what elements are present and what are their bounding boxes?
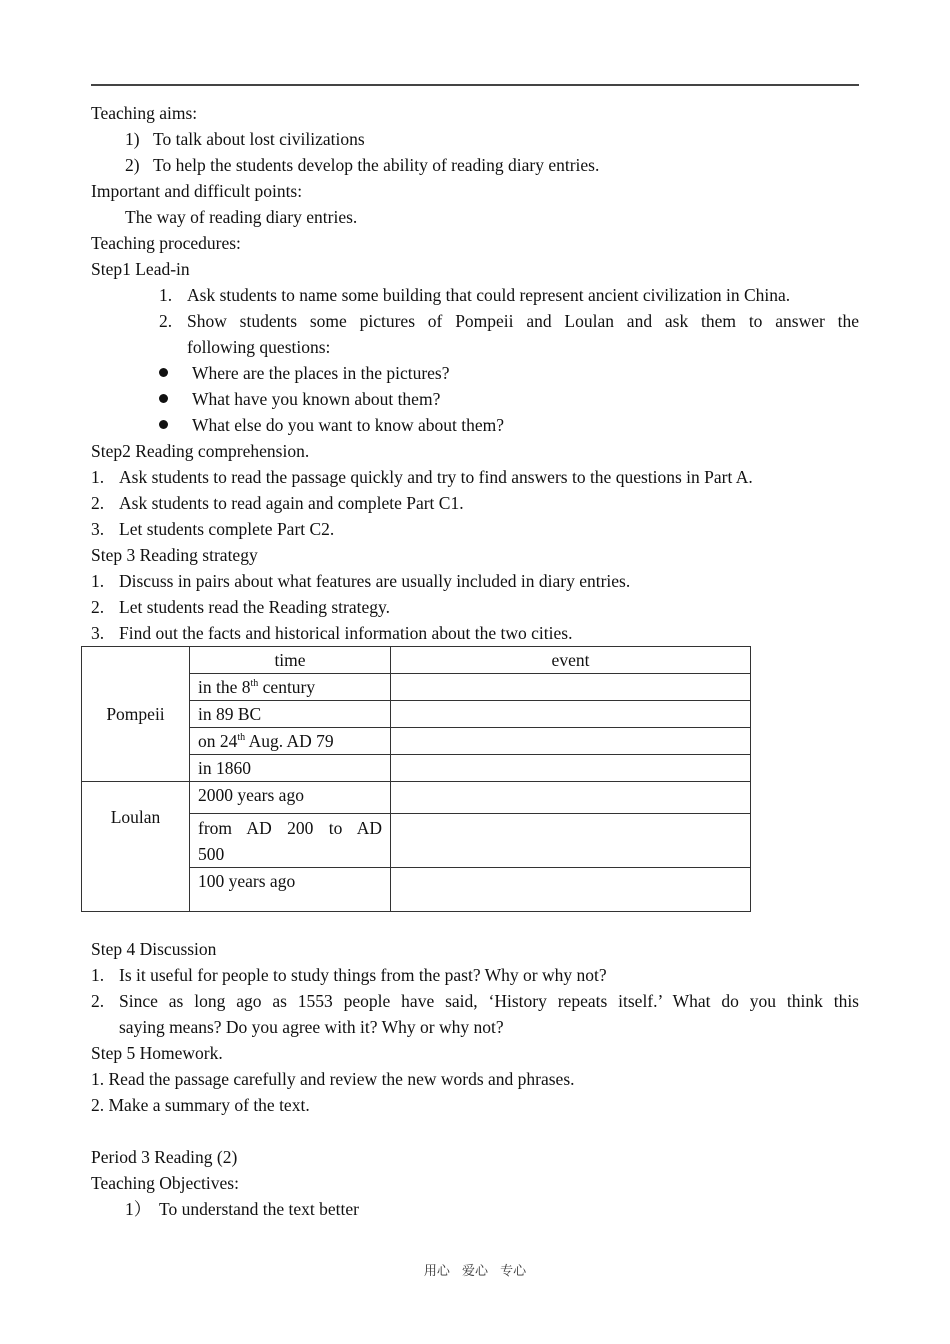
step1-bullet: What else do you want to know about them? [159,412,504,438]
important-points-heading: Important and difficult points: [91,181,303,201]
time-cell: in 89 BC [190,701,391,728]
aim-text: To help the students develop the ability of reading diary entries. [153,155,600,175]
step1-item [159,308,859,334]
procedures-heading: Teaching procedures: [91,233,241,253]
step2-item: 1. Ask students to read the passage quickly and try to find answers to the questions in Part A. [91,467,753,487]
event-cell[interactable] [391,782,751,814]
step3-item: 3. Find out the facts and historical information about the two cities. [91,623,573,643]
item-text-continuation: following questions: [187,337,331,357]
bullet-icon [159,368,168,377]
city-cell-loulan: Loulan [82,782,190,912]
page-footer: 用心 爱心 专心 [423,1264,527,1279]
step5-heading: Step 5 Homework. [91,1043,223,1063]
item-text: Show students some pictures of Pompeii and Loulan and ask them to answer the [187,311,859,331]
objective-item: 1） To understand the text better [125,1199,359,1219]
step1-bullet: Where are the places in the pictures? [159,360,450,386]
bullet-icon [159,394,168,403]
time-cell: from AD 200 to AD 500 [190,814,391,868]
item-number: 1. [159,285,173,305]
step3-item: 2. Let students read the Reading strategy. [91,597,391,617]
time-cell: in the 8th century [190,674,391,701]
header-event: event [391,647,751,674]
objectives-heading: Teaching Objectives: [91,1173,239,1193]
city-cell-pompeii: Pompeii [82,647,190,782]
item-text-continuation: saying means? Do you agree with it? Why or why not? [119,1017,504,1037]
aim-number: 2) [125,155,140,175]
event-cell[interactable] [391,728,751,755]
homework-item: 1. Read the passage carefully and review the new words and phrases. [91,1069,575,1089]
step4-item: 1. Is it useful for people to study things from the past? Why or why not? [91,965,607,985]
homework-item: 2. Make a summary of the text. [91,1095,310,1115]
step3-heading: Step 3 Reading strategy [91,545,258,565]
header-time: time [190,647,391,674]
step2-heading: Step2 Reading comprehension. [91,441,310,461]
event-cell[interactable] [391,755,751,782]
step1-heading: Step1 Lead-in [91,259,190,279]
step3-item: 1. Discuss in pairs about what features are usually included in diary entries. [91,571,631,591]
event-cell[interactable] [391,701,751,728]
item-text: Ask students to name some building that could represent ancient civilization in China. [187,285,791,305]
step1-item [159,282,790,308]
aim-text: To talk about lost civilizations [153,129,365,149]
step4-item: 2. Since as long ago as 1553 people have said, ‘History repeats itself.’ What do you think this [91,991,859,1011]
time-cell: in 1860 [190,755,391,782]
aim-item [125,152,599,178]
item-number: 2. [159,311,173,331]
step2-item: 3. Let students complete Part C2. [91,519,335,539]
bullet-icon [159,420,168,429]
step1-bullet: What have you known about them? [159,386,440,412]
time-cell: 100 years ago [190,868,391,912]
important-points-text: The way of reading diary entries. [125,207,358,227]
step4-heading: Step 4 Discussion [91,939,217,959]
aim-number: 1) [125,129,140,149]
facts-table [81,646,751,912]
teaching-aims-heading: Teaching aims: [91,103,198,123]
header-rule [91,84,859,86]
step2-item: 2. Ask students to read again and complete Part C1. [91,493,464,513]
aim-item [125,126,365,152]
time-cell: 2000 years ago [190,782,391,814]
period3-heading: Period 3 Reading (2) [91,1147,238,1167]
event-cell[interactable] [391,674,751,701]
time-cell: on 24th Aug. AD 79 [190,728,391,755]
event-cell[interactable] [391,868,751,912]
event-cell[interactable] [391,814,751,868]
